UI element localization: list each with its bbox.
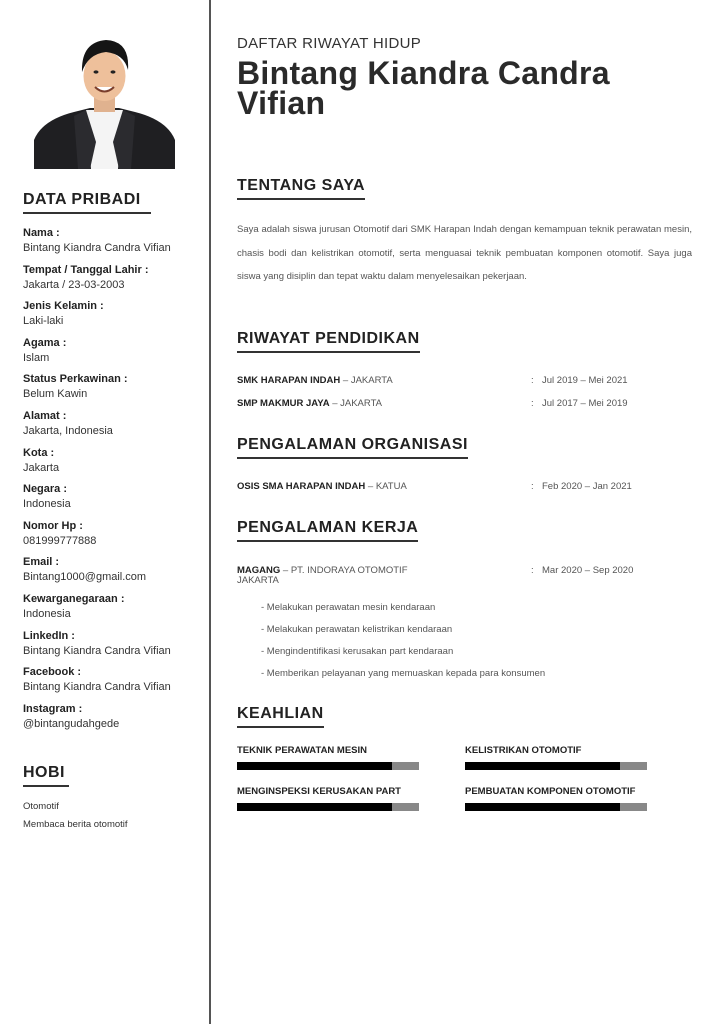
skills-heading: KEAHLIAN xyxy=(237,705,324,728)
sidebar xyxy=(0,0,210,1024)
main-content xyxy=(237,0,692,1024)
organization-entry: OSIS SMA HARAPAN INDAH – KATUA : Feb 2020 – Jan 2021 xyxy=(237,481,632,492)
personal-item: Agama : Islam xyxy=(23,336,67,364)
hobby-list xyxy=(23,798,128,834)
about-heading: TENTANG SAYA xyxy=(237,177,365,200)
personal-item: Tempat / Tanggal Lahir : Jakarta / 23-03-2003 xyxy=(23,263,149,291)
personal-item: Nama : Bintang Kiandra Candra Vifian xyxy=(23,227,171,254)
personal-item: Status Perkawinan : Belum Kawin xyxy=(23,373,128,401)
personal-item: Kewarganegaraan : Indonesia xyxy=(23,592,125,620)
skill-item: PEMBUATAN KOMPONEN OTOMOTIF xyxy=(465,786,650,811)
work-duty-list xyxy=(261,597,545,685)
personal-item: Kota : Jakarta xyxy=(23,446,60,474)
document-subtitle: DAFTAR RIWAYAT HIDUP xyxy=(237,35,422,52)
work-duty: - Melakukan perawatan kelistrikan kendaraan xyxy=(261,624,453,635)
personal-item: Email : Bintang1000@gmail.com xyxy=(23,556,147,584)
skill-item: MENGINSPEKSI KERUSAKAN PART xyxy=(237,786,422,811)
skill-item: KELISTRIKAN OTOMOTIF xyxy=(465,745,650,770)
personal-item: Instagram : @bintangudahgede xyxy=(23,702,120,730)
work-duty: - Mengindentifikasi kerusakan part kendaraan xyxy=(261,646,454,657)
skill-bar-fill xyxy=(465,803,620,811)
candidate-name: Bintang Kiandra Candra Vifian xyxy=(237,55,610,121)
work-duty: - Melakukan perawatan mesin kendaraan xyxy=(261,602,436,613)
work-entry: MAGANG – PT. INDORAYA OTOMOTIF : Mar 2020 – Sep 2020 xyxy=(237,565,634,576)
hobby-item: Otomotif xyxy=(23,801,59,812)
skill-bar xyxy=(237,803,419,811)
about-text: Saya adalah siswa jurusan Otomotif dari SMK Harapan Indah dengan kemampuan teknik perawatan mesin, chasis bodi dan kelistrikan otomotif, serta menguasai teknik pembuatan komponen otomotif. Saya juga siswa yang disiplin dan tepat waktu dalam menyelesaikan pekerjaan. xyxy=(237,224,692,282)
skill-bar-fill xyxy=(237,762,392,770)
education-entry: SMK HARAPAN INDAH – JAKARTA : Jul 2019 – Mei 2021 xyxy=(237,375,628,386)
hobby-item: Membaca berita otomotif xyxy=(23,819,128,830)
profile-photo xyxy=(34,32,175,169)
work-heading: PENGALAMAN KERJA xyxy=(237,519,418,542)
column-divider xyxy=(209,0,211,1024)
hobby-heading: HOBI xyxy=(23,764,69,787)
personal-item: Negara : Indonesia xyxy=(23,483,71,511)
personal-data-heading: DATA PRIBADI xyxy=(23,191,151,214)
personal-item: Facebook : Bintang Kiandra Candra Vifian xyxy=(23,666,171,694)
skill-bar-fill xyxy=(237,803,392,811)
skill-bar xyxy=(237,762,419,770)
personal-data-list xyxy=(23,226,203,738)
personal-item: Jenis Kelamin : Laki-laki xyxy=(23,300,104,328)
skill-item: TEKNIK PERAWATAN MESIN xyxy=(237,745,422,770)
education-heading: RIWAYAT PENDIDIKAN xyxy=(237,330,420,353)
skill-bar xyxy=(465,803,647,811)
organization-heading: PENGALAMAN ORGANISASI xyxy=(237,436,468,459)
personal-item: LinkedIn : Bintang Kiandra Candra Vifian xyxy=(23,629,171,657)
work-city: JAKARTA xyxy=(237,575,279,586)
skill-bar xyxy=(465,762,647,770)
education-entry: SMP MAKMUR JAYA – JAKARTA : Jul 2017 – Mei 2019 xyxy=(237,398,628,409)
personal-item: Nomor Hp : 081999777888 xyxy=(23,519,97,547)
skill-bar-fill xyxy=(465,762,620,770)
personal-item: Alamat : Jakarta, Indonesia xyxy=(23,409,113,437)
work-duty: - Memberikan pelayanan yang memuaskan kepada para konsumen xyxy=(261,668,546,679)
